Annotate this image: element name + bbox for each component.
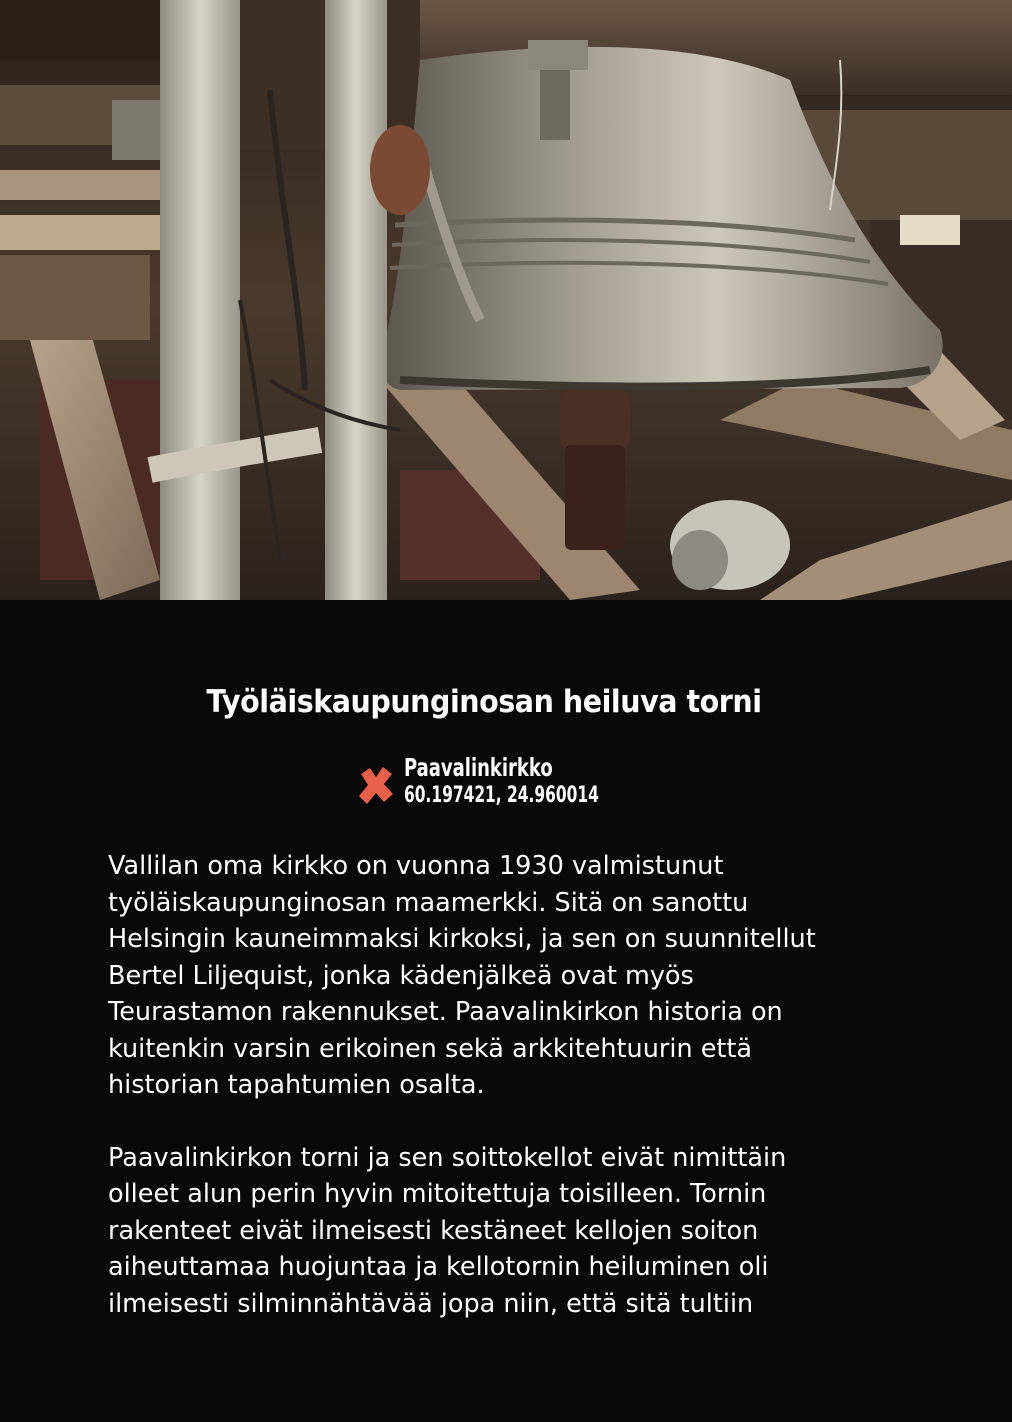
x-marker-icon [356,764,396,808]
article-title: Työläiskaupunginosan heiluva torni [206,684,762,720]
paragraph: Paavalinkirkon torni ja sen soittokellot eivät nimittäin olleet alun perin hyvin mitoitettuja toisilleen. Tornin rakenteet eivät ilmeisesti kestäneet kellojen soiton aiheuttamaa huojuntaa ja kellotornin heiluminen oli ilmeisesti silminnähtävää jopa niin, että sitä tultiin [108,1142,787,1319]
location-coordinates: 60.197421, 24.960014 [404,783,599,808]
paragraph: Vallilan oma kirkko on vuonna 1930 valmistunut työläiskaupunginosan maamerkki. Sitä on sanottu Helsingin kauneimmaksi kirkoksi, ja sen on suunnitellut Bertel Liljequist, jonka kädenjälkeä ovat myös Teurastamon rakennukset. Paavalinkirkon historia on kuitenkin varsin erikoinen sekä arkkitehtuurin että historian tapahtumien osalta. [108,851,816,1100]
hero-image [0,0,1012,600]
location-block [356,754,654,810]
church-bell-photo [0,0,1012,600]
article-body [108,848,908,1358]
location-text [404,754,654,810]
article-section [0,600,1012,1422]
location-name: Paavalinkirkko [404,753,553,782]
